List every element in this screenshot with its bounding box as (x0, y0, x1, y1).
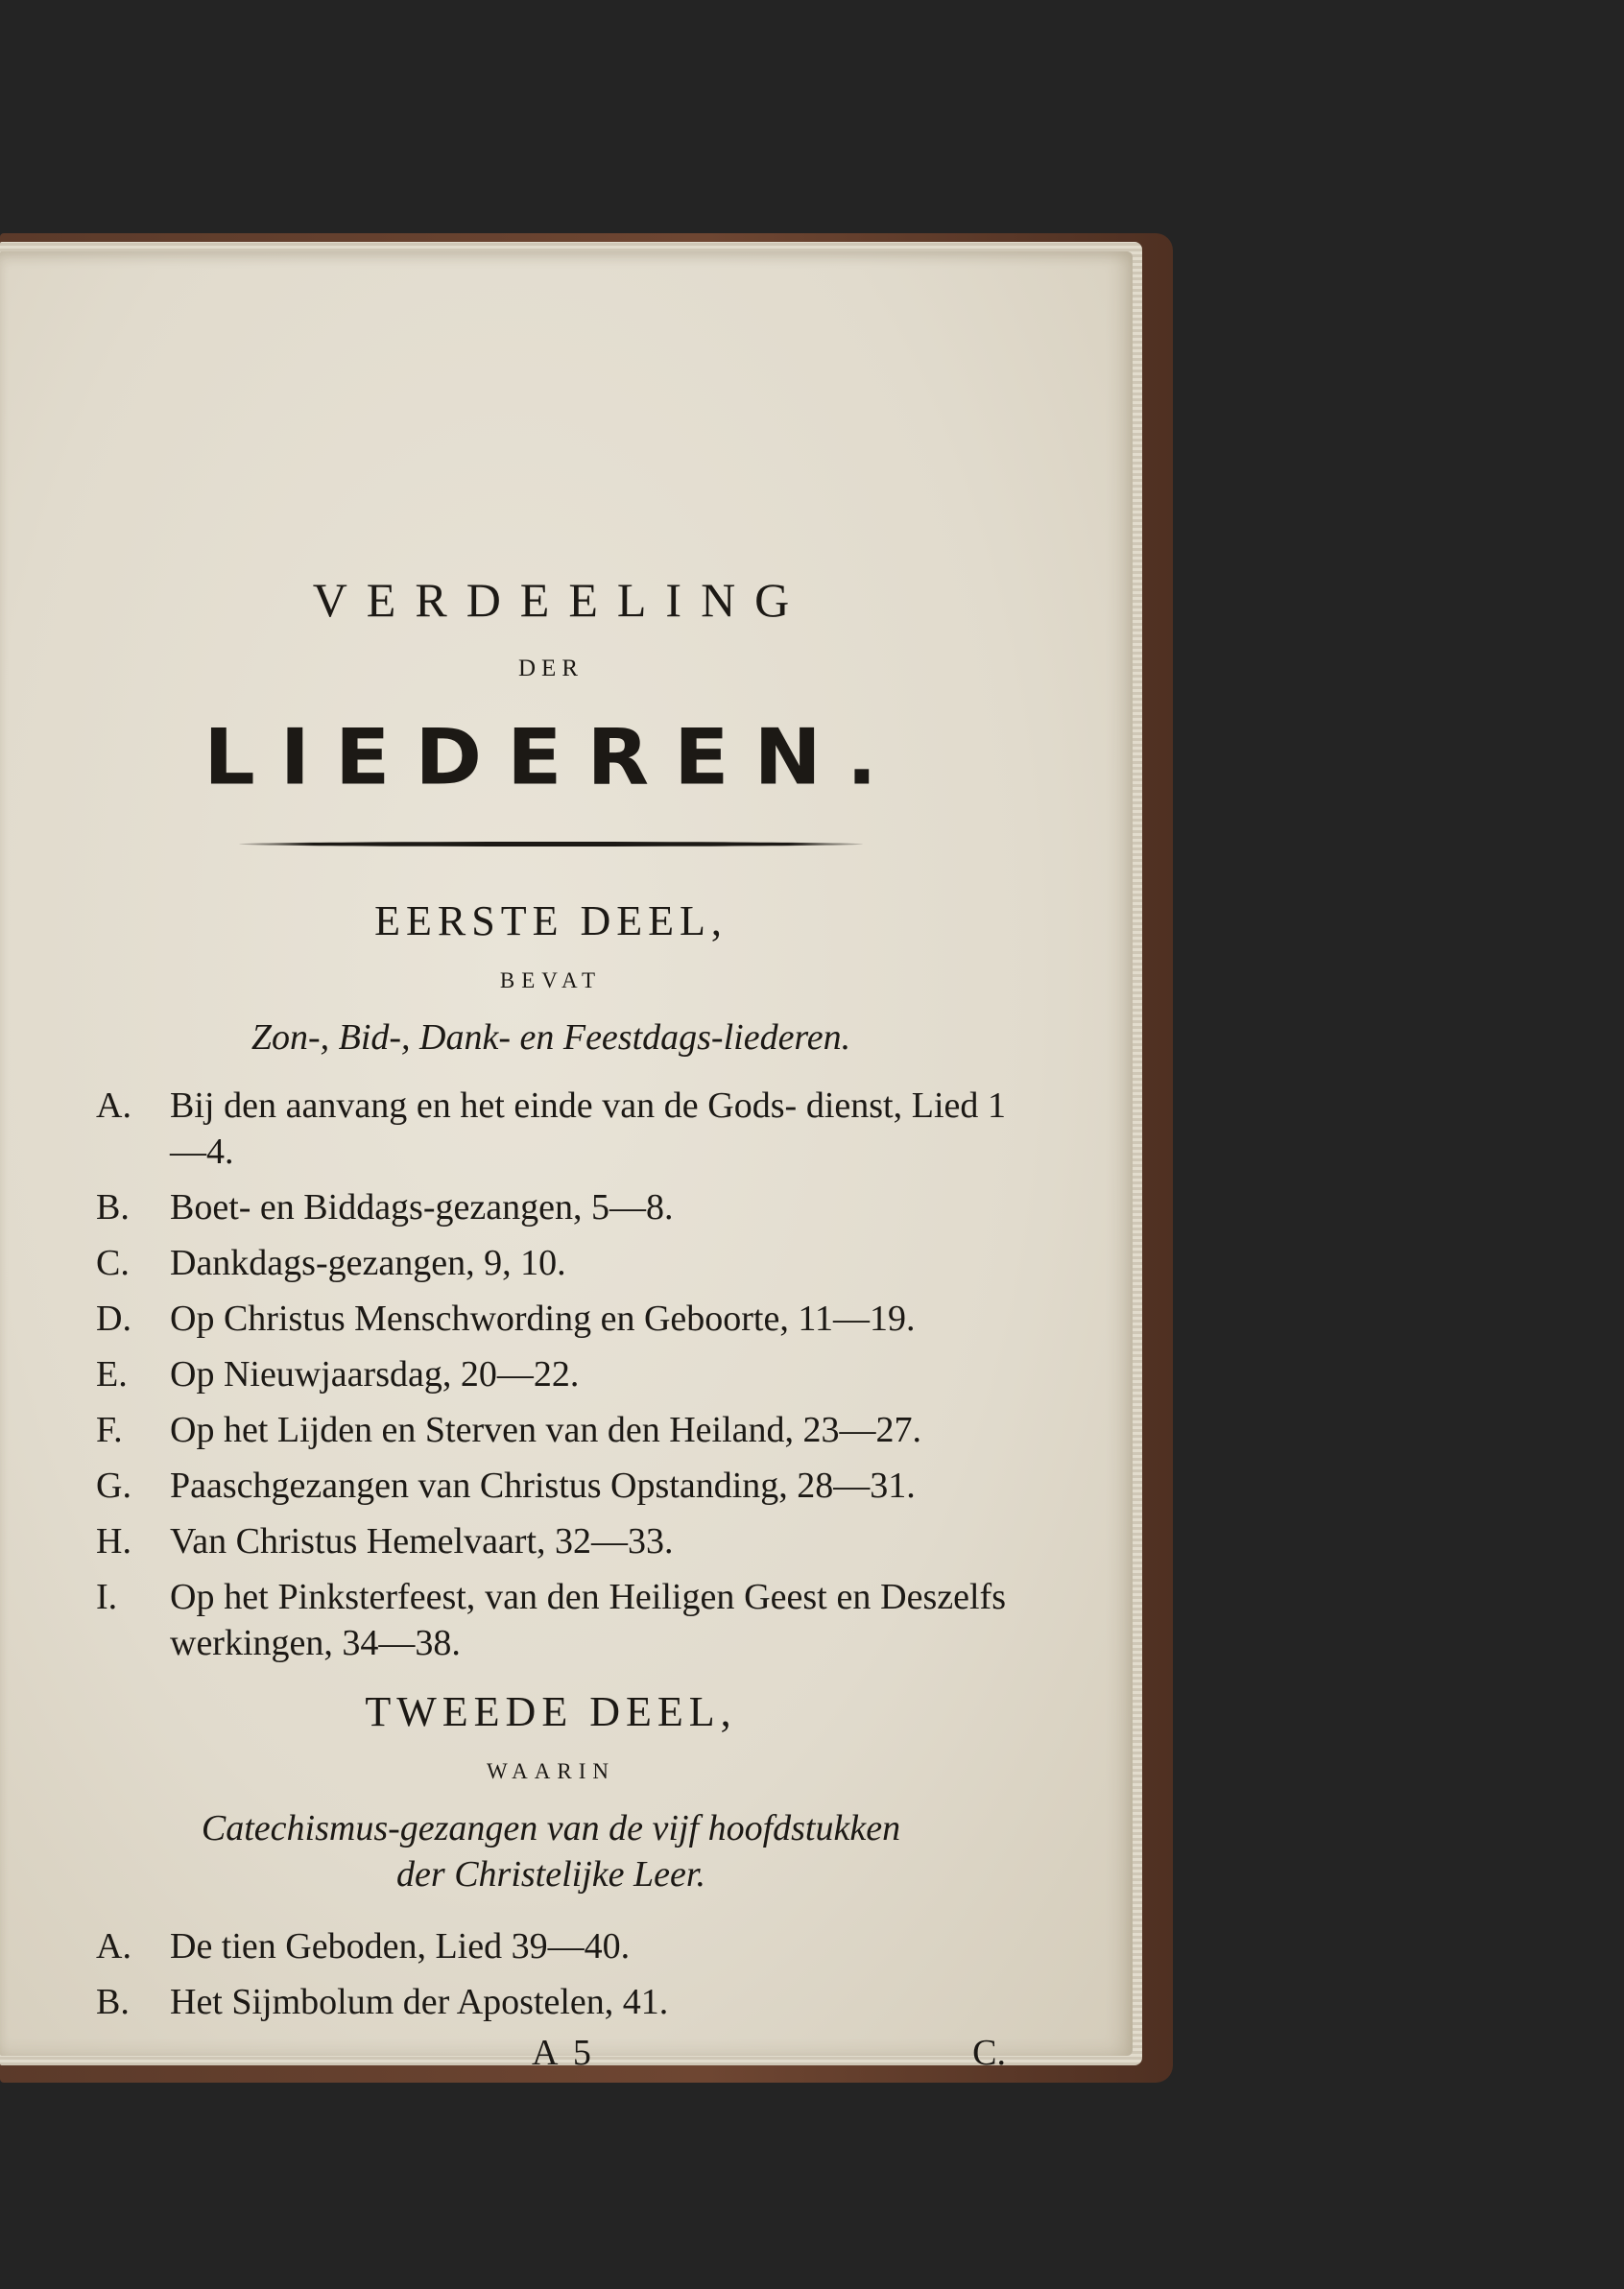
entry-text: Op het Pinksterfeest, van den Heiligen Geest en Deszelfs werkingen, 34—38. (170, 1576, 1006, 1663)
part-one (96, 897, 1006, 1666)
list-item (96, 1979, 1006, 2025)
catchword: C. (972, 2032, 1006, 2073)
title-liederen: LIEDEREN. (203, 712, 902, 802)
entry-letter: F. (96, 1409, 123, 1450)
entry-text: Paaschgezangen van Christus Opstanding, 28—31. (170, 1465, 916, 1506)
part-one-subtitle: Zon-, Bid-, Dank- en Feestdags-liederen. (251, 1017, 851, 1058)
part-one-entries (96, 1083, 1006, 1666)
part-two (96, 1687, 1006, 2025)
part-two-entries (96, 1923, 1006, 2025)
entry-text: Bij den aanvang en het einde van de Gods- dienst, Lied 1—4. (170, 1085, 1006, 1172)
entry-text: Op het Lijden en Sterven van den Heiland, 23—27. (170, 1409, 922, 1450)
book-page (0, 251, 1133, 2073)
entry-letter: D. (96, 1298, 131, 1339)
entry-text: Van Christus Hemelvaart, 32—33. (170, 1520, 674, 1562)
entry-letter: B. (96, 1186, 130, 1228)
list-item (96, 1923, 1006, 1969)
list-item (96, 1351, 1006, 1397)
entry-text: Dankdags-gezangen, 9, 10. (170, 1242, 566, 1283)
part-two-subtitle-line-1: Catechismus-gezangen van de vijf hoofdstukken (201, 1807, 901, 1848)
list-item (96, 1518, 1006, 1564)
entry-letter: E. (96, 1353, 128, 1395)
entry-letter: A. (96, 1085, 131, 1126)
entry-letter: C. (96, 1242, 130, 1283)
entry-text: Boet- en Biddags-gezangen, 5—8. (170, 1186, 674, 1228)
list-item (96, 1407, 1006, 1453)
list-item (96, 1240, 1006, 1286)
entry-text: Op Christus Menschwording en Geboorte, 11—19. (170, 1298, 916, 1339)
signature-mark: A 5 (532, 2032, 595, 2073)
list-item (96, 1083, 1006, 1175)
title-verdeeling: VERDEELING (312, 573, 809, 627)
title-rule (239, 842, 863, 846)
part-two-subtitle-line-2: der Christelijke Leer. (396, 1854, 705, 1896)
part-one-subheading: BEVAT (499, 968, 603, 992)
title-der: DER (518, 656, 584, 681)
list-item (96, 1574, 1006, 1666)
list-item (96, 1463, 1006, 1509)
part-two-subheading: WAARIN (487, 1758, 615, 1783)
entry-text: Het Sijmbolum der Apostelen, 41. (170, 1981, 669, 2022)
entry-text: Op Nieuwjaarsdag, 20—22. (170, 1353, 580, 1395)
part-two-subtitle (96, 1805, 1006, 1898)
list-item (96, 1184, 1006, 1230)
entry-letter: G. (96, 1465, 131, 1506)
part-one-heading: EERSTE DEEL, (374, 897, 728, 944)
page-content (96, 573, 1006, 2077)
entry-letter: B. (96, 1981, 130, 2022)
entry-letter: I. (96, 1576, 118, 1617)
entry-letter: A. (96, 1925, 131, 1967)
entry-letter: H. (96, 1520, 131, 1562)
entry-text: De tien Geboden, Lied 39—40. (170, 1925, 631, 1967)
list-item (96, 1296, 1006, 1342)
part-two-heading: TWEEDE DEEL, (365, 1687, 737, 1735)
page-footer (96, 2029, 1006, 2077)
